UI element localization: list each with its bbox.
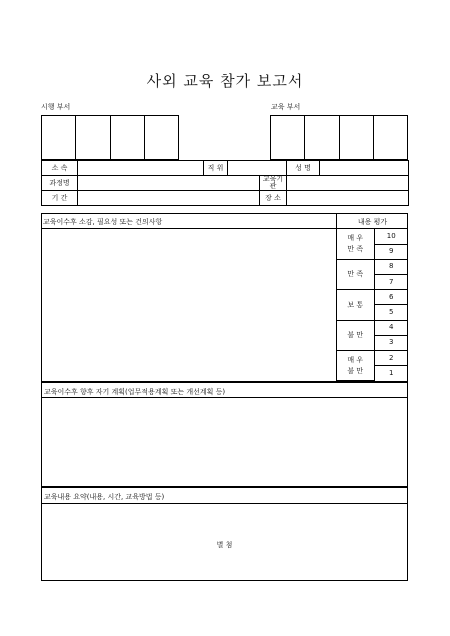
approval-grid-right: [270, 115, 408, 160]
evaluation-panel: [337, 213, 408, 382]
opinion-area: [41, 213, 337, 382]
score-cell[interactable]: 4: [374, 320, 408, 335]
opinion-header: 교육이수후 소감, 필요성 또는 건의사항: [41, 213, 336, 229]
opinion-textarea[interactable]: [41, 229, 336, 381]
name-field[interactable]: [320, 161, 409, 176]
position-field[interactable]: [228, 161, 287, 176]
page-title: 사외 교육 참가 보고서: [146, 72, 304, 90]
training-dept-label: 교육 부서: [271, 103, 301, 111]
venue-label: 장 소: [260, 191, 287, 206]
score-cell[interactable]: 1: [374, 366, 408, 381]
score-cell[interactable]: 2: [374, 351, 408, 366]
grade-label: 불 만: [337, 320, 374, 350]
approval-cell[interactable]: [110, 116, 144, 160]
period-field[interactable]: [78, 191, 260, 206]
approval-cell[interactable]: [42, 116, 76, 160]
grade-label: 매 우 불 만: [337, 351, 374, 381]
grade-label: 매 우 만 족: [337, 229, 374, 259]
approval-cell[interactable]: [305, 116, 339, 160]
summary-header: 교육내용 요약(내용, 시간, 교육방법 등): [42, 488, 407, 504]
plan-section: [41, 382, 408, 487]
evaluation-header: 내용 평가: [337, 213, 408, 229]
name-label: 성 명: [287, 161, 320, 176]
approval-cell[interactable]: [144, 116, 178, 160]
approval-grid-left: [41, 115, 179, 160]
course-label: 과정명: [42, 176, 78, 191]
info-table: [41, 160, 409, 206]
period-label: 기 간: [42, 191, 78, 206]
institution-field[interactable]: [287, 176, 409, 191]
score-cell[interactable]: 9: [374, 244, 408, 259]
issuing-dept-label: 시행 부서: [41, 103, 71, 111]
plan-textarea[interactable]: [42, 398, 407, 486]
approval-cell[interactable]: [271, 116, 305, 160]
approval-cell[interactable]: [339, 116, 373, 160]
summary-section: [41, 487, 408, 581]
course-field[interactable]: [78, 176, 260, 191]
score-cell[interactable]: 10: [374, 229, 408, 244]
score-cell[interactable]: 6: [374, 290, 408, 305]
grade-table: [337, 229, 408, 381]
summary-textarea[interactable]: [42, 504, 407, 580]
score-cell[interactable]: 8: [374, 259, 408, 274]
score-cell[interactable]: 3: [374, 335, 408, 350]
affiliation-label: 소 속: [42, 161, 78, 176]
position-label: 직 위: [204, 161, 228, 176]
grade-label: 보 통: [337, 290, 374, 320]
venue-field[interactable]: [287, 191, 409, 206]
affiliation-field[interactable]: [78, 161, 204, 176]
approval-cell[interactable]: [373, 116, 407, 160]
institution-label: 교육기관: [260, 176, 287, 191]
attachment-label: 별 첨: [216, 541, 233, 549]
approval-cell[interactable]: [76, 116, 110, 160]
plan-header: 교육이수후 향후 자기 계획(업무적용계획 또는 개선계획 등): [42, 383, 407, 398]
score-cell[interactable]: 7: [374, 275, 408, 290]
score-cell[interactable]: 5: [374, 305, 408, 320]
grade-label: 만 족: [337, 259, 374, 289]
